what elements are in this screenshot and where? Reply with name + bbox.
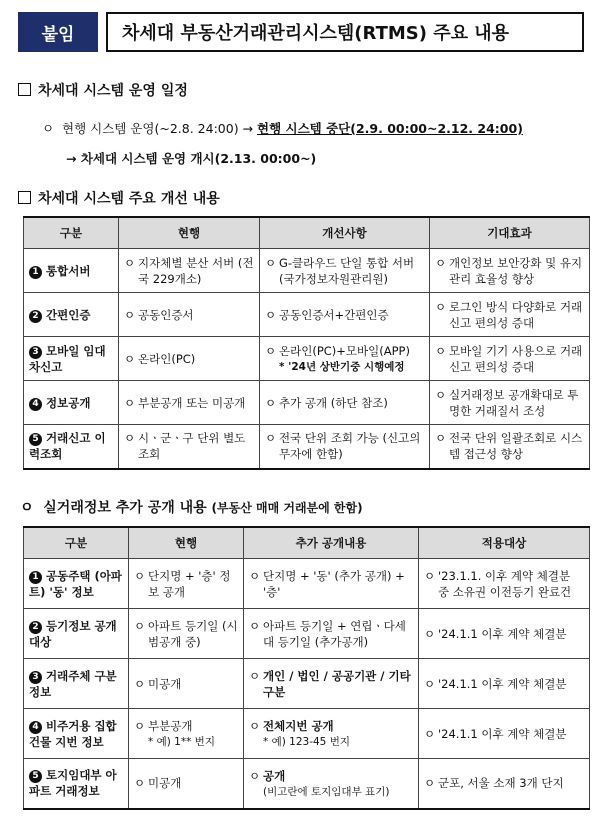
- cell-text: 전체지번 공개: [263, 719, 334, 733]
- circle-bullet-icon: ㅇ: [249, 719, 261, 733]
- table-cell: [244, 659, 419, 709]
- header: [18, 12, 584, 52]
- circle-bullet-icon: ㅇ: [134, 568, 146, 583]
- circle-bullet-icon: ㅇ: [424, 726, 436, 741]
- table-cell: 3 거래주체 구분정보: [24, 659, 129, 709]
- circle-bullet-icon: ㅇ: [424, 626, 436, 641]
- page-title: 차세대 부동산거래관리시스템(RTMS) 주요 내용: [106, 12, 584, 52]
- table-cell: 4 정보공개: [24, 381, 119, 425]
- circle-bullet-icon: ㅇ: [435, 343, 447, 358]
- cell-text: 추가 공개 (하단 참조): [279, 395, 388, 410]
- table-row: [24, 425, 590, 469]
- table-cell: [244, 759, 419, 809]
- cell-text: '24.1.1 이후 계약 체결분: [438, 726, 567, 741]
- table-cell: 3 모바일 임대차신고: [24, 337, 119, 381]
- cell-text: 개인정보 보안강화 및 유지관리 효율성 향상: [449, 255, 583, 286]
- row-number-badge: 4: [29, 398, 42, 411]
- table-cell: 5 거래신고 이력조회: [24, 425, 119, 469]
- table-cell: [430, 337, 590, 381]
- cell-text: 전국 단위 일괄조회로 시스템 접근성 향상: [449, 431, 583, 462]
- cell-text: 지자체별 분산 서버 (전국 229개소): [138, 255, 254, 286]
- table-cell: [119, 249, 260, 293]
- cell-text: 미공개: [148, 676, 182, 691]
- schedule-line-2: → 차세대 시스템 운영 개시(2.13. 00:00~): [66, 151, 317, 166]
- cell-text: 미공개: [148, 776, 182, 791]
- circle-bullet-icon: ㅇ: [249, 668, 261, 683]
- table-cell: [129, 659, 244, 709]
- cell-text: 부분공개 또는 미공개: [138, 395, 246, 410]
- cell-text: 온라인(PC): [138, 351, 196, 366]
- circle-bullet-icon: ㅇ: [424, 776, 436, 791]
- row-number-badge: 3: [29, 671, 42, 684]
- table-row: [24, 337, 590, 381]
- table-cell: 2 간편인증: [24, 293, 119, 337]
- col-header: 현행: [129, 527, 244, 559]
- circle-bullet-icon: ㅇ: [424, 568, 436, 583]
- col-header: 구분: [24, 217, 119, 249]
- table-cell: [430, 425, 590, 469]
- table-row: [24, 709, 590, 759]
- table-cell: [260, 425, 430, 469]
- circle-bullet-icon: ㅇ: [265, 344, 277, 358]
- cell-text: 군포, 서울 소재 3개 단지: [438, 776, 564, 791]
- table-cell: [129, 709, 244, 759]
- table-cell: [244, 609, 419, 659]
- col-header: 개선사항: [260, 217, 430, 249]
- row-number-badge: 5: [29, 433, 42, 446]
- cell-text: * 예) 1** 번지: [148, 736, 215, 748]
- cell-text: 공동인증서+간편인증: [279, 307, 389, 322]
- table-cell: [419, 659, 590, 709]
- table-row: [24, 759, 590, 809]
- table-cell: [419, 709, 590, 759]
- table-row: [24, 381, 590, 425]
- col-header: 현행: [119, 217, 260, 249]
- section3-title: ㅇ 실거래정보 추가 공개 내용 (부동산 매매 거래분에 한함): [20, 500, 363, 516]
- circle-bullet-icon: ㅇ: [435, 255, 447, 270]
- table-cell: [430, 249, 590, 293]
- circle-bullet-icon: ㅇ: [42, 121, 55, 136]
- row-number-badge: 3: [29, 346, 42, 359]
- table-cell: 5 토지임대부 아파트 거래정보: [24, 759, 129, 809]
- square-bullet-icon: [18, 191, 31, 204]
- table-cell: [119, 381, 260, 425]
- cell-text: '24.1.1 이후 계약 체결분: [438, 626, 567, 641]
- table-cell: [260, 381, 430, 425]
- circle-bullet-icon: ㅇ: [249, 618, 261, 633]
- circle-bullet-icon: ㅇ: [265, 395, 277, 410]
- cell-text: '24.1.1 이후 계약 체결분: [438, 676, 567, 691]
- table-cell: [419, 559, 590, 609]
- table-cell: [419, 609, 590, 659]
- table-row: [24, 659, 590, 709]
- circle-bullet-icon: ㅇ: [124, 307, 136, 322]
- circle-bullet-icon: ㅇ: [124, 255, 136, 270]
- circle-bullet-icon: ㅇ: [134, 776, 146, 791]
- row-number-badge: 1: [29, 266, 42, 279]
- circle-bullet-icon: ㅇ: [249, 768, 261, 783]
- cell-text: 부분공개: [148, 719, 193, 733]
- table-cell: [419, 759, 590, 809]
- disclosure-table: [23, 526, 590, 810]
- table-row: [24, 249, 590, 293]
- cell-text: 공개: [263, 768, 286, 783]
- table-row: [24, 559, 590, 609]
- circle-bullet-icon: ㅇ: [435, 431, 447, 446]
- table-cell: 2 등기정보 공개대상: [24, 609, 129, 659]
- circle-bullet-icon: ㅇ: [20, 500, 34, 516]
- cell-text: * 예) 123-45 번지: [263, 736, 350, 748]
- section2-title: 차세대 시스템 주요 개선 내용: [18, 188, 220, 208]
- table-cell: [430, 293, 590, 337]
- attachment-tag: 붙임: [18, 12, 98, 52]
- col-header: 구분: [24, 527, 129, 559]
- table-row: [24, 293, 590, 337]
- table-cell: [260, 249, 430, 293]
- cell-text: 전국 단위 조회 가능 (신고의무자에 한함): [279, 431, 421, 462]
- row-number-badge: 1: [29, 571, 42, 584]
- table-cell: [119, 337, 260, 381]
- cell-text: G-클라우드 단일 통합 서버 (국가정보자원관리원): [279, 255, 415, 286]
- section1-title: 차세대 시스템 운영 일정: [18, 80, 188, 100]
- table-cell: 1 통합서버: [24, 249, 119, 293]
- circle-bullet-icon: ㅇ: [124, 351, 136, 366]
- cell-text: 공동인증서: [138, 307, 194, 322]
- table-cell: [430, 381, 590, 425]
- table-cell: [129, 609, 244, 659]
- row-number-badge: 4: [29, 721, 42, 734]
- cell-text: (비고란에 토지임대부 표기): [263, 785, 390, 798]
- schedule-line-1: ㅇ 현행 시스템 운영(~2.8. 24:00) → 현행 시스템 중단(2.9. 00:00~2.12. 24:00): [42, 121, 523, 136]
- table-cell: [260, 293, 430, 337]
- table-cell: [244, 709, 419, 759]
- table-cell: [129, 559, 244, 609]
- circle-bullet-icon: ㅇ: [249, 568, 261, 583]
- col-header: 적용대상: [419, 527, 590, 559]
- table-cell: [244, 559, 419, 609]
- circle-bullet-icon: ㅇ: [124, 431, 136, 446]
- cell-text: 개인 / 법인 / 공공기관 / 기타 구분: [263, 668, 411, 699]
- circle-bullet-icon: ㅇ: [134, 676, 146, 691]
- circle-bullet-icon: ㅇ: [265, 431, 277, 446]
- circle-bullet-icon: ㅇ: [265, 255, 277, 270]
- row-number-badge: 2: [29, 621, 42, 634]
- circle-bullet-icon: ㅇ: [134, 618, 146, 633]
- square-bullet-icon: [18, 83, 31, 96]
- cell-text: 아파트 등기일 (시범공개 중): [148, 618, 238, 649]
- circle-bullet-icon: ㅇ: [265, 307, 277, 322]
- cell-text: 모바일 기기 사용으로 거래신고 편의성 증대: [449, 343, 583, 374]
- improvement-table: [23, 216, 590, 470]
- circle-bullet-icon: ㅇ: [435, 299, 447, 314]
- cell-text: 아파트 등기일 + 연립ㆍ다세대 등기일 (추가공개): [263, 618, 406, 649]
- col-header: 기대효과: [430, 217, 590, 249]
- col-header: 추가 공개내용: [244, 527, 419, 559]
- cell-text: 단지명 + '동' (추가 공개) + '층': [263, 568, 405, 599]
- cell-text: 시ㆍ군ㆍ구 단위 별도 조회: [138, 431, 246, 462]
- circle-bullet-icon: ㅇ: [435, 387, 447, 402]
- table-cell: [129, 759, 244, 809]
- circle-bullet-icon: ㅇ: [424, 676, 436, 691]
- cell-text: 단지명 + '층' 정보 공개: [148, 568, 231, 599]
- table-cell: [119, 425, 260, 469]
- circle-bullet-icon: ㅇ: [134, 719, 146, 733]
- table-cell: 1 공동주택 (아파트) '동' 정보: [24, 559, 129, 609]
- row-number-badge: 5: [29, 770, 42, 783]
- cell-text: '23.1.1. 이후 계약 체결분 중 소유권 이전등기 완료건: [438, 568, 572, 599]
- cell-text: 로그인 방식 다양화로 거래신고 편의성 증대: [449, 299, 583, 330]
- table-cell: 4 비주거용 집합건물 지번 정보: [24, 709, 129, 759]
- cell-text: * '24년 상반기중 시행예정: [279, 361, 405, 373]
- table-cell: [119, 293, 260, 337]
- circle-bullet-icon: ㅇ: [124, 395, 136, 410]
- cell-text: 온라인(PC)+모바일(APP): [279, 344, 410, 358]
- cell-text: 실거래정보 공개확대로 투명한 거래질서 조성: [449, 387, 579, 418]
- row-number-badge: 2: [29, 310, 42, 323]
- table-cell: [260, 337, 430, 381]
- table-row: [24, 609, 590, 659]
